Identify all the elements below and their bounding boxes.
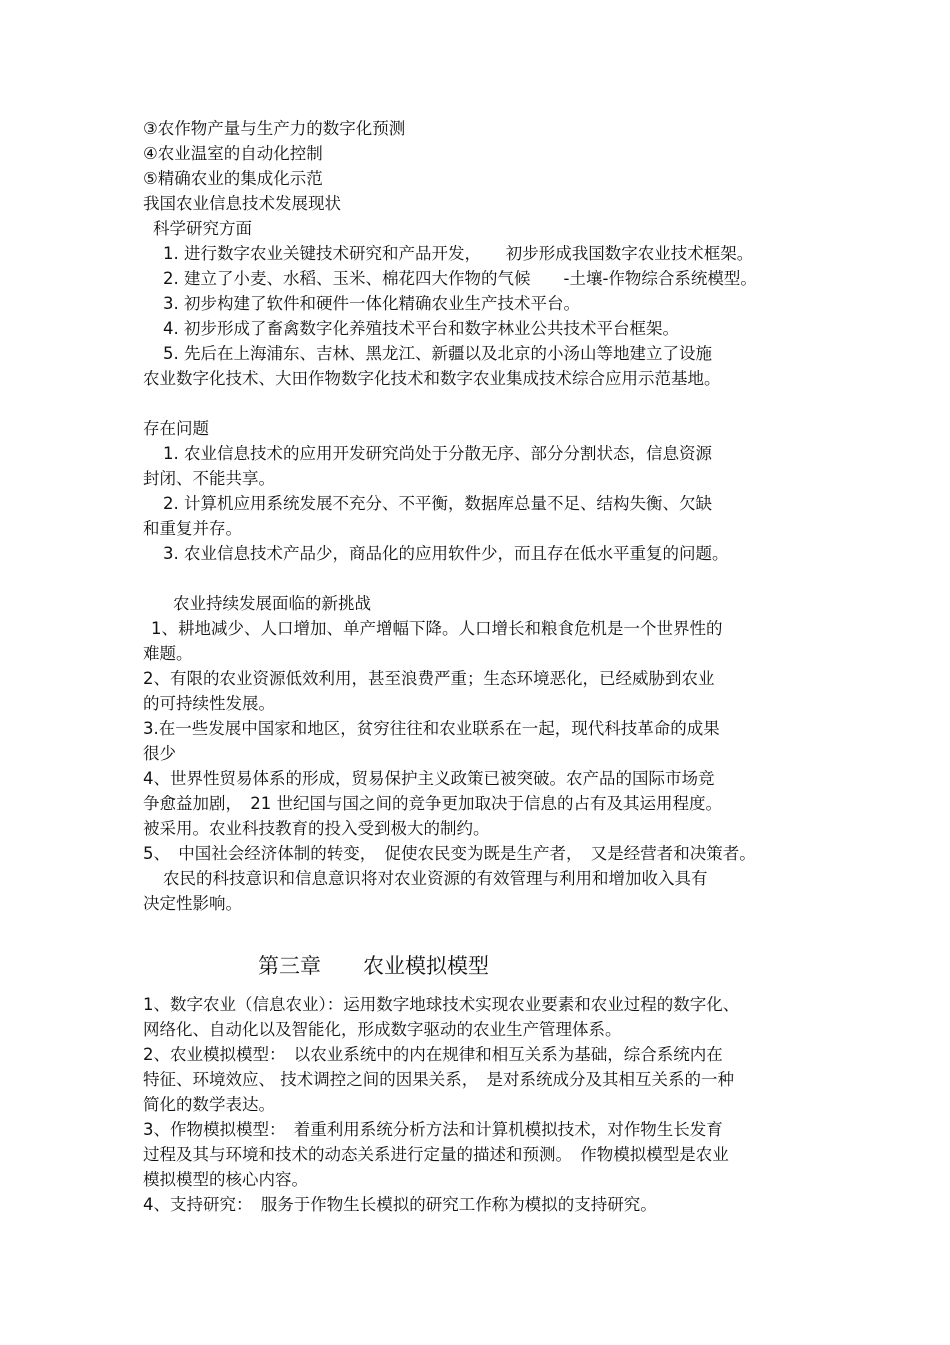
paragraph-line: 1. 进行数字农业关键技术研究和产品开发， 初步形成我国数字农业技术框架。 <box>163 244 754 263</box>
paragraph-line: 3、作物模拟模型： 着重利用系统分析方法和计算机模拟技术，对作物生长发育 <box>143 1120 723 1139</box>
paragraph-line: 2、农业模拟模型： 以农业系统中的内在规律和相互关系为基础，综合系统内在 <box>143 1045 723 1064</box>
paragraph-line: 1、耕地减少、人口增加、单产增幅下降。人口增长和粮食危机是一个世界性的 <box>151 619 723 638</box>
paragraph-line: 4、支持研究： 服务于作物生长模拟的研究工作称为模拟的支持研究。 <box>143 1195 657 1214</box>
paragraph-line: 1、数字农业（信息农业）：运用数字地球技术实现农业要素和农业过程的数字化、 <box>143 995 740 1014</box>
chapter-title: 第三章 农业模拟模型 <box>258 954 489 978</box>
paragraph-line: 模拟模型的核心内容。 <box>143 1170 308 1189</box>
paragraph-line: 决定性影响。 <box>143 894 242 913</box>
paragraph-line: 农业数字化技术、大田作物数字化技术和数字农业集成技术综合应用示范基地。 <box>143 369 721 388</box>
paragraph-line: 农民的科技意识和信息意识将对农业资源的有效管理与利用和增加收入具有 <box>163 869 708 888</box>
list-item: ③农作物产量与生产力的数字化预测 <box>143 119 406 138</box>
paragraph-line: 过程及其与环境和技术的动态关系进行定量的描述和预测。 作物模拟模型是农业 <box>143 1145 729 1164</box>
paragraph-line: 简化的数学表达。 <box>143 1095 275 1114</box>
paragraph-line: 4. 初步形成了畜禽数字化养殖技术平台和数字林业公共技术平台框架。 <box>163 319 679 338</box>
paragraph-line: 和重复并存。 <box>143 519 242 538</box>
paragraph-line: 封闭、不能共享。 <box>143 469 275 488</box>
paragraph-line: 5. 先后在上海浦东、吉林、黑龙江、新疆以及北京的小汤山等地建立了设施 <box>163 344 712 363</box>
paragraph-line: 3.在一些发展中国家和地区，贫穷往往和农业联系在一起，现代科技革命的成果 <box>143 719 720 738</box>
section-heading-problems: 存在问题 <box>143 419 209 438</box>
paragraph-line: 的可持续性发展。 <box>143 694 275 713</box>
section-heading-status: 我国农业信息技术发展现状 <box>143 194 341 213</box>
subsection-heading-research: 科学研究方面 <box>153 219 252 238</box>
paragraph-line: 很少 <box>143 744 176 763</box>
paragraph-line: 5、 中国社会经济体制的转变， 促使农民变为既是生产者， 又是经营者和决策者。 <box>143 844 756 863</box>
paragraph-line: 争愈益加剧， 21 世纪国与国之间的竞争更加取决于信息的占有及其运用程度。 <box>143 794 722 813</box>
list-item: ④农业温室的自动化控制 <box>143 144 323 163</box>
paragraph-line: 1. 农业信息技术的应用开发研究尚处于分散无序、部分分割状态，信息资源 <box>163 444 712 463</box>
section-heading-challenges: 农业持续发展面临的新挑战 <box>173 594 371 613</box>
paragraph-line: 被采用。农业科技教育的投入受到极大的制约。 <box>143 819 490 838</box>
paragraph-line: 2. 建立了小麦、水稻、玉米、棉花四大作物的气候 -土壤-作物综合系统模型。 <box>163 269 757 288</box>
paragraph-line: 网络化、自动化以及智能化，形成数字驱动的农业生产管理体系。 <box>143 1020 622 1039</box>
list-item: ⑤精确农业的集成化示范 <box>143 169 323 188</box>
paragraph-line: 3. 农业信息技术产品少，商品化的应用软件少，而且存在低水平重复的问题。 <box>163 544 729 563</box>
paragraph-line: 3. 初步构建了软件和硬件一体化精确农业生产技术平台。 <box>163 294 580 313</box>
paragraph-line: 难题。 <box>143 644 193 663</box>
paragraph-line: 2. 计算机应用系统发展不充分、不平衡，数据库总量不足、结构失衡、欠缺 <box>163 494 712 513</box>
paragraph-line: 2、有限的农业资源低效利用，甚至浪费严重；生态环境恶化，已经威胁到农业 <box>143 669 715 688</box>
paragraph-line: 特征、环境效应、 技术调控之间的因果关系， 是对系统成分及其相互关系的一种 <box>143 1070 734 1089</box>
paragraph-line: 4、世界性贸易体系的形成，贸易保护主义政策已被突破。农产品的国际市场竞 <box>143 769 715 788</box>
